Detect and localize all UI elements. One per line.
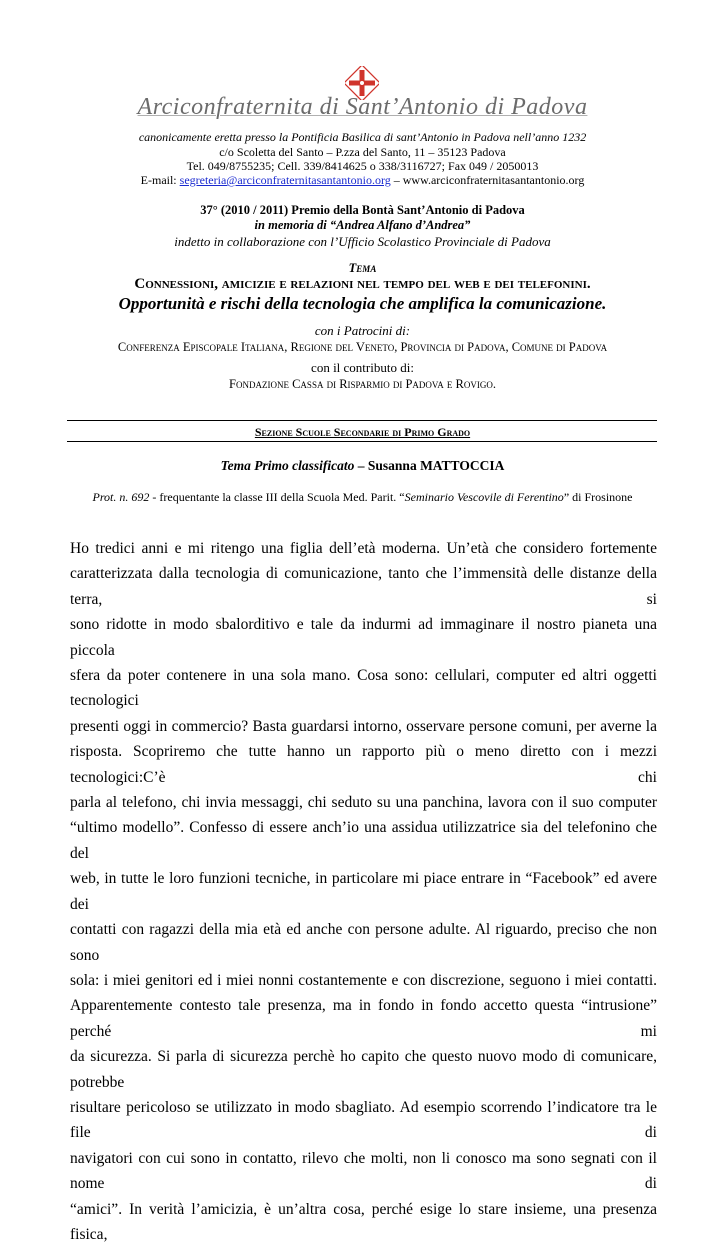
body-line: web, in tutte le loro funzioni tecniche, in particolare mi piace entrare in “Facebook” ed avere dei [70,870,657,913]
body-line: parla al telefono, chi invia messaggi, chi seduto su una panchina, lavora con il suo computer [70,794,657,812]
body-line: Apparentemente contesto tale presenza, ma in fondo in fondo accetto questa “intrusione” perché mi [70,997,657,1040]
patrocini-label: con i Patrocini di: [314,323,411,338]
winner-name: Susanna MATTOCCIA [367,458,505,473]
header-description: canonicamente eretta presso la Pontificia Basilica di sant’Antonio in Padova nell’anno 1232 [138,130,587,144]
contributo-label: con il contributo di: [311,360,414,375]
protocol-line [0,490,725,505]
contributo-list: Fondazione Cassa di Risparmio di Padova e Rovigo. [229,377,496,391]
body-line: contatti con ragazzi della mia età ed anche con persone adulte. Al riguardo, preciso che non sono [70,921,657,964]
prize-memoria: in memoria di “Andrea Alfano d’Andrea” [254,218,471,232]
body-line: sfera da poter contenere in una sola mano. Cosa sono: cellulari, computer ed altri oggetti tecnologici [70,667,657,710]
body-line: risultare pericoloso se utilizzato in modo sbagliato. Ad esempio scorrendo l’indicatore tra le file di [70,1098,657,1142]
prize-indetto: indetto in collaborazione con l’Ufficio Scolastico Provinciale di Padova [174,234,551,249]
winner-separator: – [354,458,368,473]
body-line: sola: i miei genitori ed i miei nonni costantemente e con discrezione, seguono i miei contatti. [70,971,657,989]
protocol-text: - frequentante la classe III della Scuola Med. Parit. “ [149,490,405,504]
body-line: “ultimo modello”. Confesso di essere anch’io una assidua utilizzatrice sia del telefonino che del [70,819,657,862]
winner-line [0,458,725,474]
tema-label: Tema [348,261,377,275]
header-email-line [0,173,725,187]
essay-body [70,536,657,1247]
protocol-number: Prot. n. 692 [92,490,150,504]
body-line: risposta. Scopriremo che tutte hanno un rapporto più o meno diretto con i mezzi tecnologici:C’è chi [70,743,657,786]
body-line: presenti oggi in commercio? Basta guardarsi intorno, osservare persone comuni, per averne la [70,717,657,735]
prize-title: 37° (2010 / 2011) Premio della Bontà Sant’Antonio di Padova [200,203,525,217]
header-phones: Tel. 049/8755235; Cell. 339/8414625 o 338/3116727; Fax 049 / 2050013 [186,159,539,173]
tema-title: Connessioni, amicizie e relazioni nel tempo del web e dei telefonini. [134,276,591,292]
protocol-city: ” di Frosinone [563,490,633,504]
body-line: “amici”. In verità l’amicizia, è un’altra cosa, perché esige lo stare insieme, una presenza fisica, [70,1200,657,1243]
winner-label: Tema Primo classificato [220,458,355,473]
tema-subtitle: Opportunità e rischi della tecnologia che amplifica la comunicazione. [118,294,607,313]
body-line: navigatori con cui sono in contatto, rilevo che molti, non li conosco ma sono segnati con il nome di [70,1149,657,1193]
patrocini-list: Conferenza Episcopale Italiana, Regione del Veneto, Provincia di Padova, Comune di Padova [117,340,608,354]
section-divider-bottom [67,441,657,442]
body-line: Ho tredici anni e mi ritengo una figlia dell’età moderna. Un’età che considero fortemente [70,540,657,557]
body-line: caratterizzata dalla tecnologia di comunicazione, tanto che l’immensità delle distanze della terra, si [70,565,657,608]
body-line: da sicurezza. Si parla di sicurezza perchè ho capito che questo nuovo modo di comunicare, potrebbe [70,1048,657,1091]
header-address: c/o Scoletta del Santo – P.zza del Santo, 11 – 35123 Padova [219,145,506,159]
body-line: sono ridotte in modo sbalorditivo e tale da indurmi ad immaginare il nostro pianeta una piccola [70,616,657,659]
organization-name: Arciconfraternita di Sant’Antonio di Padova [137,94,588,120]
section-divider-top [67,420,657,421]
section-title: Sezione Scuole Secondarie di Primo Grado [254,425,471,439]
school-name: Seminario Vescovile di Ferentino [404,490,564,504]
email-link[interactable]: segreteria@arciconfraternitasantantonio.org [179,173,391,187]
website-text: – www.arciconfraternitasantantonio.org [390,173,585,187]
email-prefix: E-mail: [140,173,180,187]
